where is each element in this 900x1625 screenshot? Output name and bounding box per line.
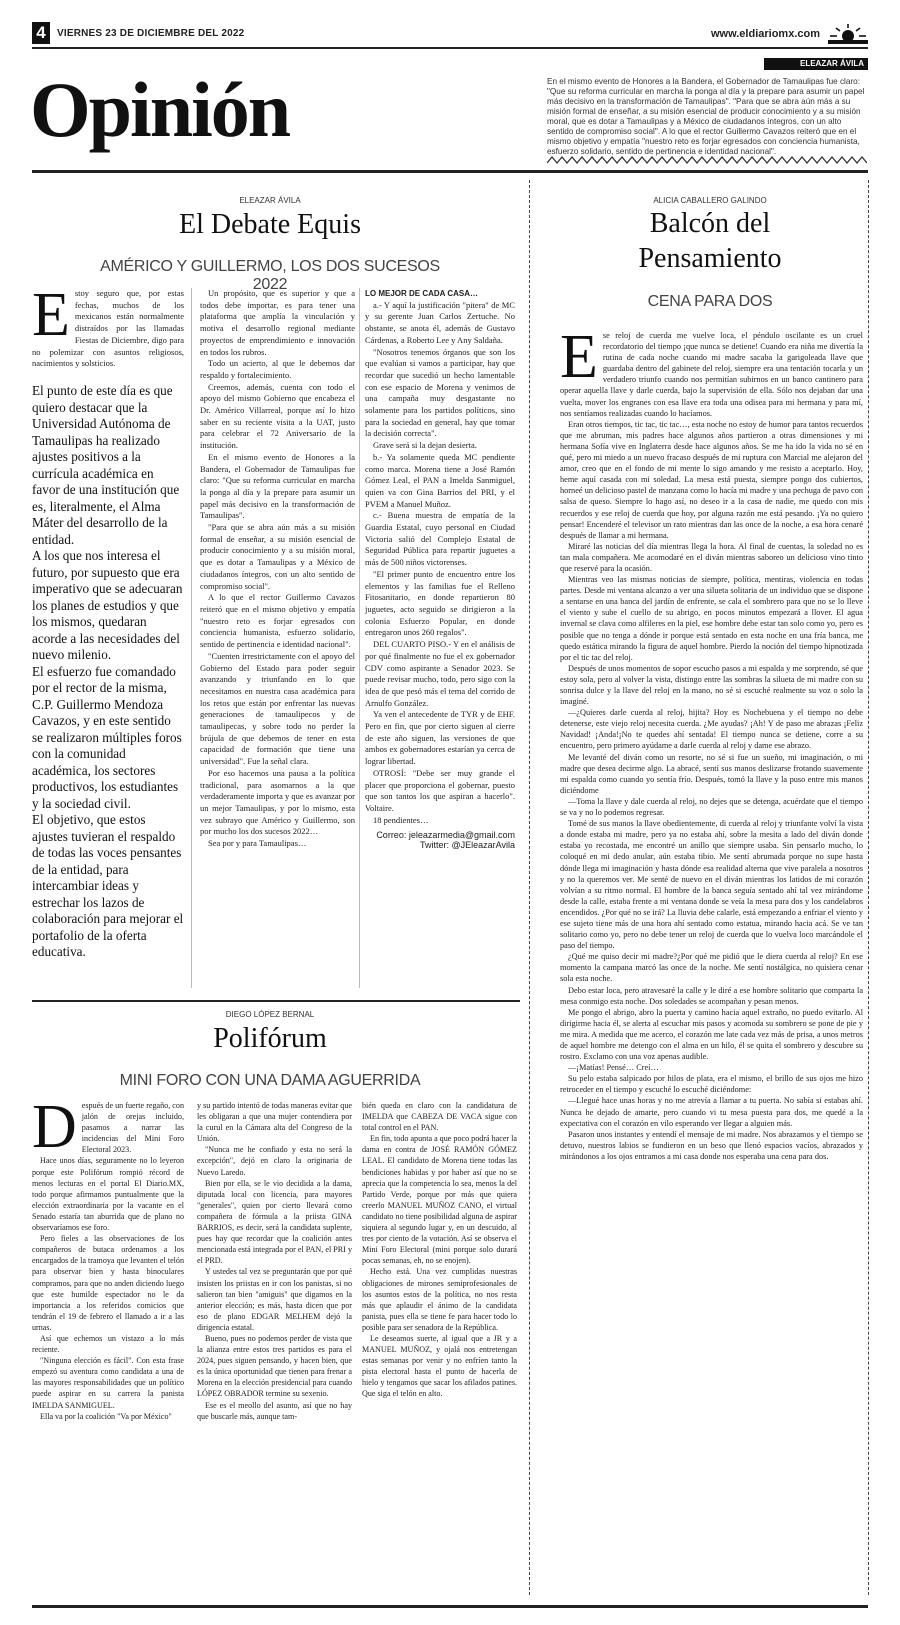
paragraph: —Llegué hace unas horas y no me atrevía a llamar a tu puerta. No sabía si estabas ahí. Nunca he dejado de amarte, pero cuando vi tu mesa puesta para dos, me quedé a la expectativa con el corazón en vilo esperando ver llegar a alguien más. — [560, 1096, 863, 1128]
issue-date: VIERNES 23 DE DICIEMBRE DEL 2022 — [57, 28, 245, 39]
author-tag: ELEAZAR ÁVILA — [764, 58, 868, 70]
highlight-paragraph: El esfuerzo fue comandado por el rector de la misma, C.P. Guillermo Mendoza Cavazos, y en este sentido se realizaron múltiples foros con la comunidad académica, los sectores productivos, los estudiantes y la sociedad civil. — [32, 663, 182, 811]
paragraph: Tomé de sus manos la llave obedientemente, di cuerda al reloj y triunfante volví la vista a donde estaba mi madre, pero ya no estaba ahí, sobre la mesita a lado del diván donde estaba yo recostada, me encontré un anillo que siempre usaba. Sin pensarlo mucho, lo coloqué en mi dedo anular, aún estaba tibio. Me sentí abrumada porque no supe hasta dónde llega mi imaginación y hasta dónde esa realidad alterna que vive paralela a nosotros y no la queremos ver. Me senté de nuevo en el diván mientras los latidos de mi corazón volvían a su ritmo normal. El hombre de la banca seguía sentado ahí tal vez mirándome desde la calle, estaba frente a mi ventana donde se veía la mesa para dos y los candelabros encendidos. ¿Por qué no se irá? La lluvia debe calarle, está empezando a enfriar el viento y ese sujeto tiene más de una hora ahí sentado como estatua, mirando hacia acá. Se ve tan solitario como yo, pero no debe tener un reloj de cuerda que lo vuelva loco marcándole el paso del tiempo. — [560, 819, 863, 951]
column-heading: LO MEJOR DE CADA CASA… — [365, 289, 479, 298]
paragraph: DEL CUARTO PISO.- Y en el análisis de por qué finalmente no fue el ex gobernador CDV como aspirante a Senador 2023. Se puede revisar mucho, todo, pero sigo con la idea de que pesó más el tema del corrido de Arnulfo González. — [365, 639, 515, 708]
highlight-paragraph: El objetivo, que estos ajustes tuvieran el respaldo de todas las voces pensantes de la entidad, para intercambiar ideas y estrechar los lazos de colaboración para mejorar el portafolio de la oferta educativa. — [32, 812, 184, 959]
paragraph: b.- Ya solamente queda MC pendiente como marca. Morena tiene a José Ramón Gómez Leal, el PAN a Imelda Sanmiguel, quien va con Gina Barrios del PRI, y el PVEM a Manuel Muñoz. — [365, 451, 515, 509]
paragraph: 18 pendientes… — [373, 814, 429, 825]
paragraph: En fin, todo apunta a que poco podrá hacer la dama en contra de JOSÉ RAMÓN GÓMEZ LEAL. El candidato de Morena tiene todas las bendiciones habidas y por haber así que no se aprecia que la competencia lo sea, menos la del Partido Verde, porque por más que quiera creerlo MANUEL MUÑOZ CANO, el virtual candidato no tiene posibilidad alguna de aspirar siquiera al segundo lugar y, en un descuido, al tres por ciento de la votación. Así se observa el Mini Foro Electoral (mini porque solo durará pocas semanas, eh, no se enojen). — [362, 1134, 517, 1266]
paragraph: OTROSÍ: "Debe ser muy grande el placer que proporciona el gobernar, puesto que son tantos los que aspiran a hacerlo". Voltaire. — [365, 767, 515, 813]
paragraph: Me pongo el abrigo, abro la puerta y camino hacia aquel extraño, no puedo evitarlo. Al dirigirme hacia él, se alerta al escuchar mis pasos y acomoda su sombrero se pone de pie y me mira. A medida que me acerco, el corazón me late cada vez más de prisa, a unos metros de aquel hombre me detengo con el alma en un hilo, él se quita el sombrero y descubre su rostro. Exclamo con una voz apenas audible. — [560, 1007, 863, 1062]
paragraph: Pero fieles a las observaciones de los compañeros de butaca ordenamos a los encargados de la tramoya que levanten el telón para observar bien y hasta binoculares compramos, para que no anden diciendo luego que este humilde espectador no le da importancia a los referidos comicios que tendrán el 19 de febrero el llamado a ir a las urnas. — [32, 1234, 184, 1332]
poliforum-subtitle: MINI FORO CON UNA DAMA AGUERRIDA — [119, 1072, 421, 1089]
masthead-rule — [32, 170, 868, 173]
paragraph: "Cuenten irrestrictamente con el apoyo del Gobierno del Estado para poder seguir avanzando y triunfando en lo que necesitamos en nuestra casa académica para los retos que están por enfrentar las nuevas generaciones de tamaulipecos y de tamaulipecas, y sobre todo no perder la brújula de que debemos de tener en esta capacidad de formación que tiene una universidad". Fue la señal clara. — [200, 650, 355, 767]
paragraph: Eran otros tiempos, tic tac, tic tac…, esta noche no estoy de humor para tantos recuerdos que me abruman, mis padres hace algunos años partieron a otras dimensiones y mi hermana Sofía vive en Inglaterra desde hace algunos años. Se me ha ido la vida no sé en qué, pero mi miedo a un nuevo fracaso después de mi ruptura con Marcial me alejaron del amor, creo que en el fondo de mi mente lo sigo amando y me resisto a aceptarlo. Hoy, heme aquí casada con mi soledad. La mesa está puesta, siempre pongo dos cubiertos, horneé un delicioso pastel de manzana como lo hacía mi madre y una pechuga de pavo con salsa de queso. Siempre lo hago así, no deseo ir a la casa de nadie, me quedo con mis recuerdos y ese reloj de cuerda que hoy, por alguna razón me está pesando. ¡Ya no quiero pensar! Encenderé el televisor un rato mientras dan las once de la noche, a esa hora cenaré después de llamar a mi hermana. — [560, 419, 863, 540]
paragraph: "Nosotros tenemos órganos que son los que evalúan si vamos a participar, hay que recordar que sucedió un hecho lamentable con ese espacio de Morena y venimos de una campaña muy desgastante no solamente para los partidos políticos, sino para la sociedad en general, hay que tomar la decisión correcta". — [365, 346, 515, 439]
paragraph: Sea por y para Tamaulipas… — [208, 838, 307, 849]
debate-title: El Debate Equis — [179, 209, 361, 240]
paragraph: "Ninguna elección es fácil". Con esta frase empezó su aventura como candidata a una de las mayores responsabilidades que un político puede aspirar en su carrera la panista IMELDA SANMIGUEL. — [32, 1356, 184, 1410]
debate-column-3 — [365, 288, 515, 850]
paragraph: "El primer punto de encuentro entre los elementos y las familias fue el Relleno Fitosanitario, en donde repartieron 80 juguetes, acto seguido se dirigieron a la colonia Esfuerzo Popular, en donde entregaron unos 260 regalos". — [365, 568, 515, 638]
debate-column-2 — [200, 288, 355, 850]
poliforum-column-2 — [197, 1100, 352, 1422]
paragraph: "Nunca me he confiado y esta no será la excepción", dejó en claro la originaria de Nuevo Laredo. — [197, 1145, 352, 1177]
debate-intro: stoy seguro que, por estas fechas, muchos de los mexicanos están normalmente distraídos por las llamadas Fiestas de Diciembre, digo para no polemizar con asuntos religiosos, nacimientos y solsticios. — [32, 288, 184, 369]
paragraph: Hecho está. Una vez cumplidas nuestras obligaciones de mirones semiprofesionales de los asuntos estos de la política, no nos resta más que aplaudir el ánimo de la candidata panista, pues ella se tiene fe para hacer todo lo posible para ser senadora de la República. — [362, 1267, 517, 1332]
paragraph: Hace unos días, seguramente no lo leyeron porque este Polifórum rompió récord de menos lecturas en el portal El Diario.MX, todo porque afirmamos puntualmente que la elección extraordinaria por la vacante en el Senado estaría tan aburrida que de plano no observaríamos ese foro. — [32, 1156, 184, 1233]
paragraph: Grave será si la dejan desierta. — [373, 440, 477, 451]
highlight-paragraph: El punto de este día es que quiero destacar que la Universidad Autónoma de Tamaulipas ha realizado ajustes positivos a la currícula académica en favor de una institución que es, literalmente, el Alma Máter del desarrollo de la entidad. — [32, 383, 180, 547]
balcon-subtitle: CENA PARA DOS — [647, 293, 773, 310]
page-number: 4 — [32, 22, 50, 44]
column-divider — [191, 288, 192, 988]
sun-logo-icon — [828, 22, 868, 44]
paragraph: a.- Y aquí la justificación "pitera" de MC y su gerente Juan Carlos Zertuche. No obstante, se anota él, además de Gustavo Cárdenas, a Roberto Lee y Any Saldaña. — [365, 299, 515, 345]
header-quote: En el mismo evento de Honores a la Bandera, el Gobernador de Tamaulipas fue claro: "Que su reforma curricular en marcha la ponga al día y la prepare para asumir un papel más decisivo en la transformación de Tamaulipas". "Para que se abra aún más a su misión formal de enseñar, a su misión esencial de producir conocimiento y a su misión moral, que es dotar a Tamaulipas y a México de ciudadanos íntegros, con un alto sentido de compromiso social". A lo que el rector Guillermo Cavazos reiteró que en el mismo objetivo y empatía "nuestro reto es forjar egresados con conciencia humanista, esfuerzo solidario, sentido de pertinencia e identidad nacional". — [547, 77, 865, 156]
paragraph: A lo que el rector Guillermo Cavazos reiteró que en el mismo objetivo y empatía "nuestro reto es forjar egresados con conciencia humanista, esfuerzo solidario, sentido de pertinencia e identidad nacional". — [200, 592, 355, 650]
balcon-author: ALICIA CABALLERO GALINDO — [653, 196, 767, 205]
header-rule — [32, 47, 868, 49]
paragraph: espués de un fuerte regaño, con jalón de orejas incluido, pasamos a narrar las incidencias del Mini Foro Electoral 2023. — [81, 1101, 184, 1155]
balcon-column — [560, 323, 863, 1162]
paragraph: Después de unos momentos de sopor escucho pasos a mi espalda y me sorprendo, sé que estoy sola, pero al volver la vista, distingo entre las sombras la silueta de mi madre con su sonrisa dulce y la llave del reloj en la mano, no sé si escuché realmente su voz o solo la imaginé. — [560, 663, 863, 707]
paragraph: Por eso hacemos una pausa a la política tradicional, para asomarnos a la que verdaderamente importa y que es avanzar por un mejor Tamaulipas, y por lo mismo, esta vez subrayo que Américo y Guillermo, son por mucho los dos sucesos 2022… — [200, 767, 355, 837]
author-email[interactable]: Correo: jeleazarmedia@gmail.com — [376, 830, 515, 841]
paragraph: Bien por ella, se le vio decidida a la dama, diputada local con licencia, para mayores "generales", quien por cierto llevará como compañera de fórmula a la priista GINA BARRIOS, es decir, será la candidata suplente, pues hay que recordar que la coalición antes mencionada está integrada por el PAN, el PRI y el PRD. — [197, 1178, 352, 1266]
decorative-zigzag-border — [547, 155, 867, 165]
balcon-title-line-2: Pensamiento — [638, 243, 782, 274]
paragraph: Un propósito, que es superior y que a todos debe importar, es para tener una plataforma que amplía la vinculación y motiva el desarrollo regional mediante proyectos de emprendimiento e innovación en todos los rubros. — [200, 288, 355, 357]
paragraph: Bueno, pues no podemos perder de vista que la alianza entre estos tres partidos es para el 2024, pues siguen pensando, y hacen bien, que es la única oportunidad que tienen para frenar a Morena en la elección presidencial para cuando LÓPEZ OBRADOR termine su sexenio. — [197, 1333, 352, 1399]
paragraph: Creemos, además, cuenta con todo el apoyo del mismo Gobierno que encabeza el Dr. Américo Villarreal, porque así lo hizo saber en su reciente visita a la UAT, justo para celebrar el 72 Aniversario de la institución. — [200, 381, 355, 451]
paragraph: —Toma la llave y dale cuerda al reloj, no dejes que se detenga, acuérdate que el tiempo se va y no lo podemos regresar. — [560, 796, 863, 818]
paragraph: Así que echemos un vistazo a lo más reciente. — [32, 1333, 184, 1355]
column-divider — [359, 288, 360, 988]
paragraph: Su pelo estaba salpicado por hilos de plata, era el mismo, el brillo de sus ojos me hizo retroceder en el tiempo y escuché lo escuché diciéndome: — [560, 1074, 863, 1095]
paragraph: En el mismo evento de Honores a la Bandera, el Gobernador de Tamaulipas fue claro: "Que su reforma curricular en marcha la ponga al día y la prepare para asumir un papel más decisivo en la transformación de Tamaulipas". — [200, 451, 355, 521]
paragraph: Ella va por la coalición "Va por México" — [40, 1411, 172, 1421]
debate-column-1 — [32, 281, 184, 370]
paragraph: se reloj de cuerda me vuelve loca, el péndulo oscilante es un cruel recordatorio del tiempo ¡que nunca se detiene! Cuando era niña me divertía la rutina de cada noche cuando mi madre sacaba la garigoleada llave que guardaba dentro del gabinete del reloj, siempre era una tentación tocarla y un verdadero triunfo cuando nos permitían subirnos en un banco cantinero para operar aquella llave y darle cuerda, bajo la supervisión de ella. Sólo nos dejaban dar una vuelta, mover los engranes con esa llave era toda una odisea para mi hermana y para mí, nos sentíamos realizadas cuando lo hacíamos. — [560, 331, 863, 418]
dashed-divider — [868, 180, 869, 1595]
paragraph: Y ustedes tal vez se preguntarán que por qué insisten los priistas en ir con los panistas, si no salieron tan bien "amiguis" que digamos en la anterior elección; es más, hasta dicen que por eso de plano EDGAR MELHEM dejó la dirigencia estatal. — [197, 1267, 352, 1332]
debate-subtitle: AMÉRICO Y GUILLERMO, LOS DOS SUCESOS 2022 — [100, 258, 440, 293]
highlight-paragraph: A los que nos interesa el futuro, por supuesto que era imperativo que se adecuaran los planes de estudios y que los mismos, quedaran acorde a las necesidades del nuevo milenio. — [32, 548, 183, 662]
paragraph: Miraré las noticias del día mientras llega la hora. Al final de cuentas, la soledad no es tan mala compañera. Me acomodaré en el diván mientras saboreo un delicioso vino tinto que reservé para la ocasión. — [560, 541, 863, 573]
poliforum-title: Polifórum — [213, 1023, 327, 1054]
dashed-divider — [529, 180, 530, 1595]
balcon-title-line-1: Balcón del — [649, 208, 771, 239]
drop-cap: E — [560, 323, 598, 391]
top-bar — [32, 22, 868, 46]
debate-author: ELEAZAR ÁVILA — [239, 196, 301, 205]
paragraph: Ya ven el antecedente de TYR y de EHF. Pero en fin, que por cierto siguen al cierre de este año siguen, las versiones de que ambos ex gobernadores estarían ya cerca de lograr libertad. — [365, 709, 515, 767]
paragraph: Pasaron unos instantes y entendí el mensaje de mi madre. Nos abrazamos y el tiempo se detuvo, nuestros labios se fundieron en un beso que llenó espacios vacíos, abrazados y mirándonos a los ojos entramos a mi casa donde nos esperaba una cena para dos. — [560, 1129, 863, 1161]
paragraph: Me levanté del diván como un resorte, no sé si fue un sueño, mi imaginación, o mi madre que desea decirme algo. La abracé, sentí sus manos deslizarse frotando suavemente mi espalda como cuando yo sentía frío. Después, tomó la llave y la puso entre mis manos diciéndome — [560, 752, 863, 795]
site-url[interactable]: www.eldiariomx.com — [710, 28, 820, 40]
paragraph: —¿Quieres darle cuerda al reloj, hijita? Hoy es Nochebuena y el tiempo no debe detenerse, este viejo reloj necesita cuerda. ¿Me ayudas? ¡Ah! Y de paso me abrazas ¡Feliz Navidad! ¡Anda!¡No te quedes ahí sentada! El tiempo nunca se detiene, corre a su encuentro, pero primero ayúdame a darle cuerda al reloj y dame ese abrazo. — [560, 708, 863, 751]
paragraph: Debo estar loca, pero atravesaré la calle y le diré a ese hombre solitario que comparta la mesa conmigo esta noche. Dos soledades se acompañan y pesan menos. — [560, 985, 863, 1006]
paragraph: ¿Qué me quiso decir mi madre?¿Por qué me pidió que le diera cuerda al reloj? En ese momento la campana marcó las once de la noche. Me sentí nostálgica, no quisiera cenar sola esta noche. — [560, 952, 863, 984]
poliforum-column-3 — [362, 1100, 517, 1400]
debate-highlight — [32, 383, 184, 961]
drop-cap: E — [32, 281, 70, 349]
drop-cap: D — [32, 1093, 77, 1161]
poliforum-author: DIEGO LÓPEZ BERNAL — [225, 1010, 315, 1019]
paragraph: "Para que se abra aún más a su misión formal de enseñar, a su misión esencial de producir conocimiento y a su misión moral, que es dotar a Tamaulipas y a México de ciudadanos íntegros, con un alto sentido de compromiso social". — [200, 522, 355, 591]
paragraph: Ese es el meollo del asunto, así que no hay que buscarle más, aunque tam- — [197, 1400, 352, 1421]
paragraph: Todo un acierto, al que le debemos dar respaldo y fortalecimiento. — [200, 358, 355, 380]
section-separator — [32, 1000, 520, 1002]
poliforum-column-1 — [32, 1093, 184, 1422]
footer-rule — [32, 1605, 868, 1608]
paragraph: —¡Matías! Pensé… Creí… — [568, 1063, 659, 1073]
paragraph: Le deseamos suerte, al igual que a JR y a MANUEL MUÑOZ, y ojalá nos entretengan estas semanas por venir y no enfríen tanto la pista electoral hasta el punto de hacerla de hielo y tengamos que sacar los afilados patines. Que siga el telón en alto. — [362, 1333, 517, 1399]
paragraph: Mientras veo las mismas noticias de siempre, política, mentiras, violencia en todas partes. Desde mi ventana alcanzo a ver una silueta solitaria de un individuo que se dispone a sentarse en una banca del jardín de enfrente, se cala el sombrero para que no se lo lleve el viento y sube el cuello de su abrigo, en pocos minutos empezará a llover. El agua invernal se clava como alfileres en la piel, ese hombre debe estar tan solo como yo, pero es posible que no tenga a dónde ir porque está sentado en esta noche en una fría banca, me quedo estática mirando la figura de aquel hombre. Pierdo la noción del tiempo hipnotizada por el tic tac del reloj. — [560, 575, 863, 662]
author-twitter[interactable]: Twitter: @JEleazarAvila — [419, 840, 515, 851]
paragraph: y su partido intentó de todas maneras evitar que les obligaran a que una mujer contendiera por la curul en la Cámara alta del Congreso de la Unión. — [197, 1101, 352, 1144]
section-title: Opinión — [30, 66, 290, 153]
paragraph: bién queda en claro con la candidatura de IMELDA que CABEZA DE VACA sigue con total control en el PAN. — [362, 1101, 517, 1133]
paragraph: c.- Buena muestra de empatía de la Guardia Estatal, cuyo personal en Ciudad Victoria salió del Complejo Estatal de Seguridad Pública para repartir juguetes a más de 500 niños victorenses. — [365, 510, 515, 568]
